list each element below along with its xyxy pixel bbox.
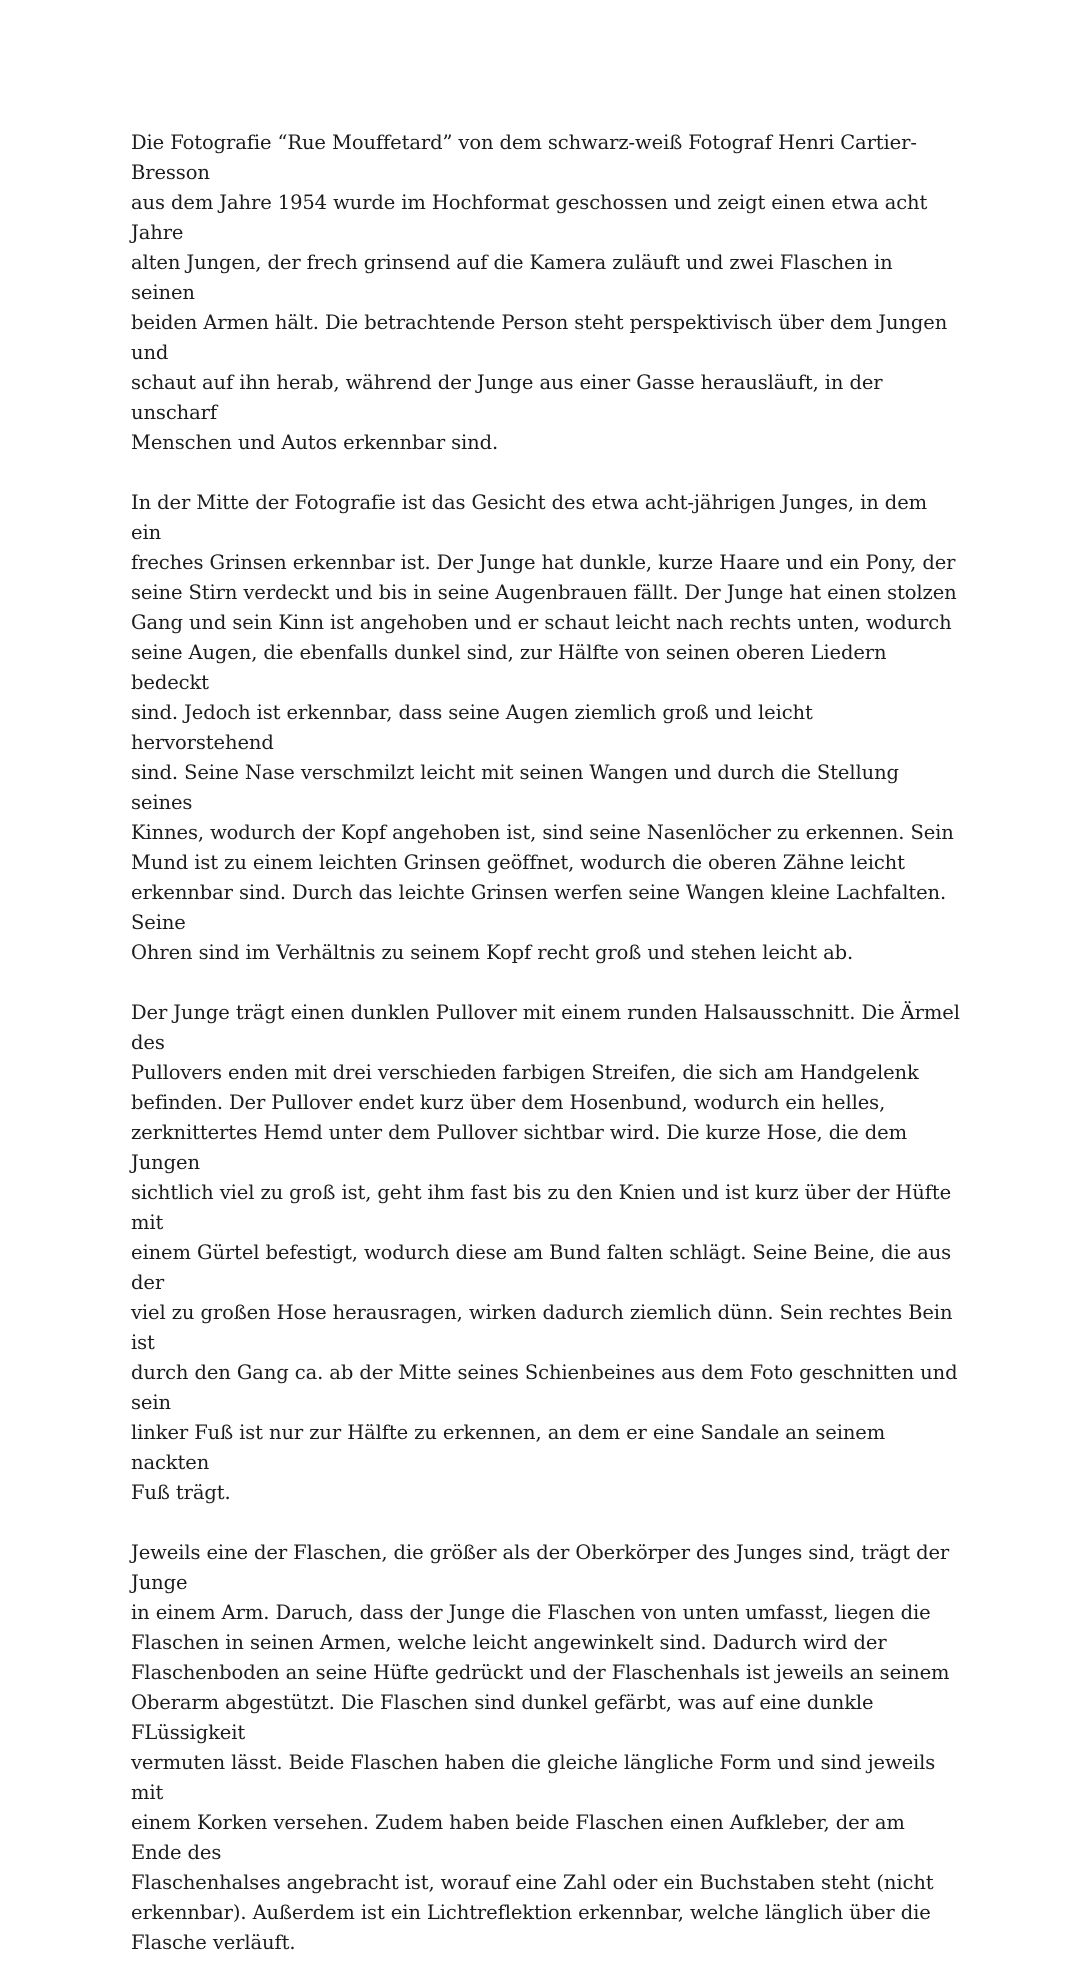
- paragraph-4: Jeweils eine der Flaschen, die größer als der Oberkörper des Junges sind, trägt der Junge in einem Arm. Daruch, dass der Junge die Flaschen von unten umfasst, liegen die Flaschen in seinen Armen, welche leicht angewinkelt sind. Dadurch wird der Flaschenboden an seine Hüfte gedrückt und der Flaschenhals ist jeweils an seinem Oberarm abgestützt. Die Flaschen sind dunkel gefärbt, was auf eine dunkle FLüssigkeit vermuten lässt. Beide Flaschen haben die gleiche längliche Form und sind jeweils mit einem Korken versehen. Zudem haben beide Flaschen einen Aufkleber, der am Ende des Flaschenhalses angebracht ist, worauf eine Zahl oder ein Buchstaben steht (nicht erkennbar). Außerdem ist ein Lichtreflektion erkennbar, welche länglich über die Flasche verläuft.: [131, 1541, 950, 1954]
- paragraph-2: In der Mitte der Fotografie ist das Gesicht des etwa acht-jährigen Junges, in dem ein freches Grinsen erkennbar ist. Der Junge hat dunkle, kurze Haare und ein Pony, der seine Stirn verdeckt und bis in seine Augenbrauen fällt. Der Junge hat einen stolzen Gang und sein Kinn ist angehoben und er schaut leicht nach rechts unten, wodurch seine Augen, die ebenfalls dunkel sind, zur Hälfte von seinen oberen Liedern bedeckt sind. Jedoch ist erkennbar, dass seine Augen ziemlich groß und leicht hervorstehend sind. Seine Nase verschmilzt leicht mit seinen Wangen und durch die Stellung seines Kinnes, wodurch der Kopf angehoben ist, sind seine Nasenlöcher zu erkennen. Sein Mund ist zu einem leichten Grinsen geöffnet, wodurch die oberen Zähne leicht erkennbar sind. Durch das leichte Grinsen werfen seine Wangen kleine Lachfalten. Seine Ohren sind im Verhältnis zu seinem Kopf recht groß und stehen leicht ab.: [131, 491, 957, 964]
- paragraph-1: Die Fotografie “Rue Mouffetard” von dem schwarz-weiß Fotograf Henri Cartier-Bresson aus dem Jahre 1954 wurde im Hochformat geschossen und zeigt einen etwa acht Jahre alten Jungen, der frech grinsend auf die Kamera zuläuft und zwei Flaschen in seinen beiden Armen hält. Die betrachtende Person steht perspektivisch über dem Jungen und schaut auf ihn herab, während der Junge aus einer Gasse herausläuft, in der unscharf Menschen und Autos erkennbar sind.: [131, 131, 948, 454]
- document-body: [131, 128, 961, 1988]
- paragraph-3: Der Junge trägt einen dunklen Pullover mit einem runden Halsausschnitt. Die Ärmel des Pullovers enden mit drei verschieden farbigen Streifen, die sich am Handgelenk befinden. Der Pullover endet kurz über dem Hosenbund, wodurch ein helles, zerknittertes Hemd unter dem Pullover sichtbar wird. Die kurze Hose, die dem Jungen sichtlich viel zu groß ist, geht ihm fast bis zu den Knien und ist kurz über der Hüfte mit einem Gürtel befestigt, wodurch diese am Bund falten schlägt. Seine Beine, die aus der viel zu großen Hose herausragen, wirken dadurch ziemlich dünn. Sein rechtes Bein ist durch den Gang ca. ab der Mitte seines Schienbeines aus dem Foto geschnitten und sein linker Fuß ist nur zur Hälfte zu erkennen, an dem er eine Sandale an seinem nackten Fuß trägt.: [131, 1001, 960, 1504]
